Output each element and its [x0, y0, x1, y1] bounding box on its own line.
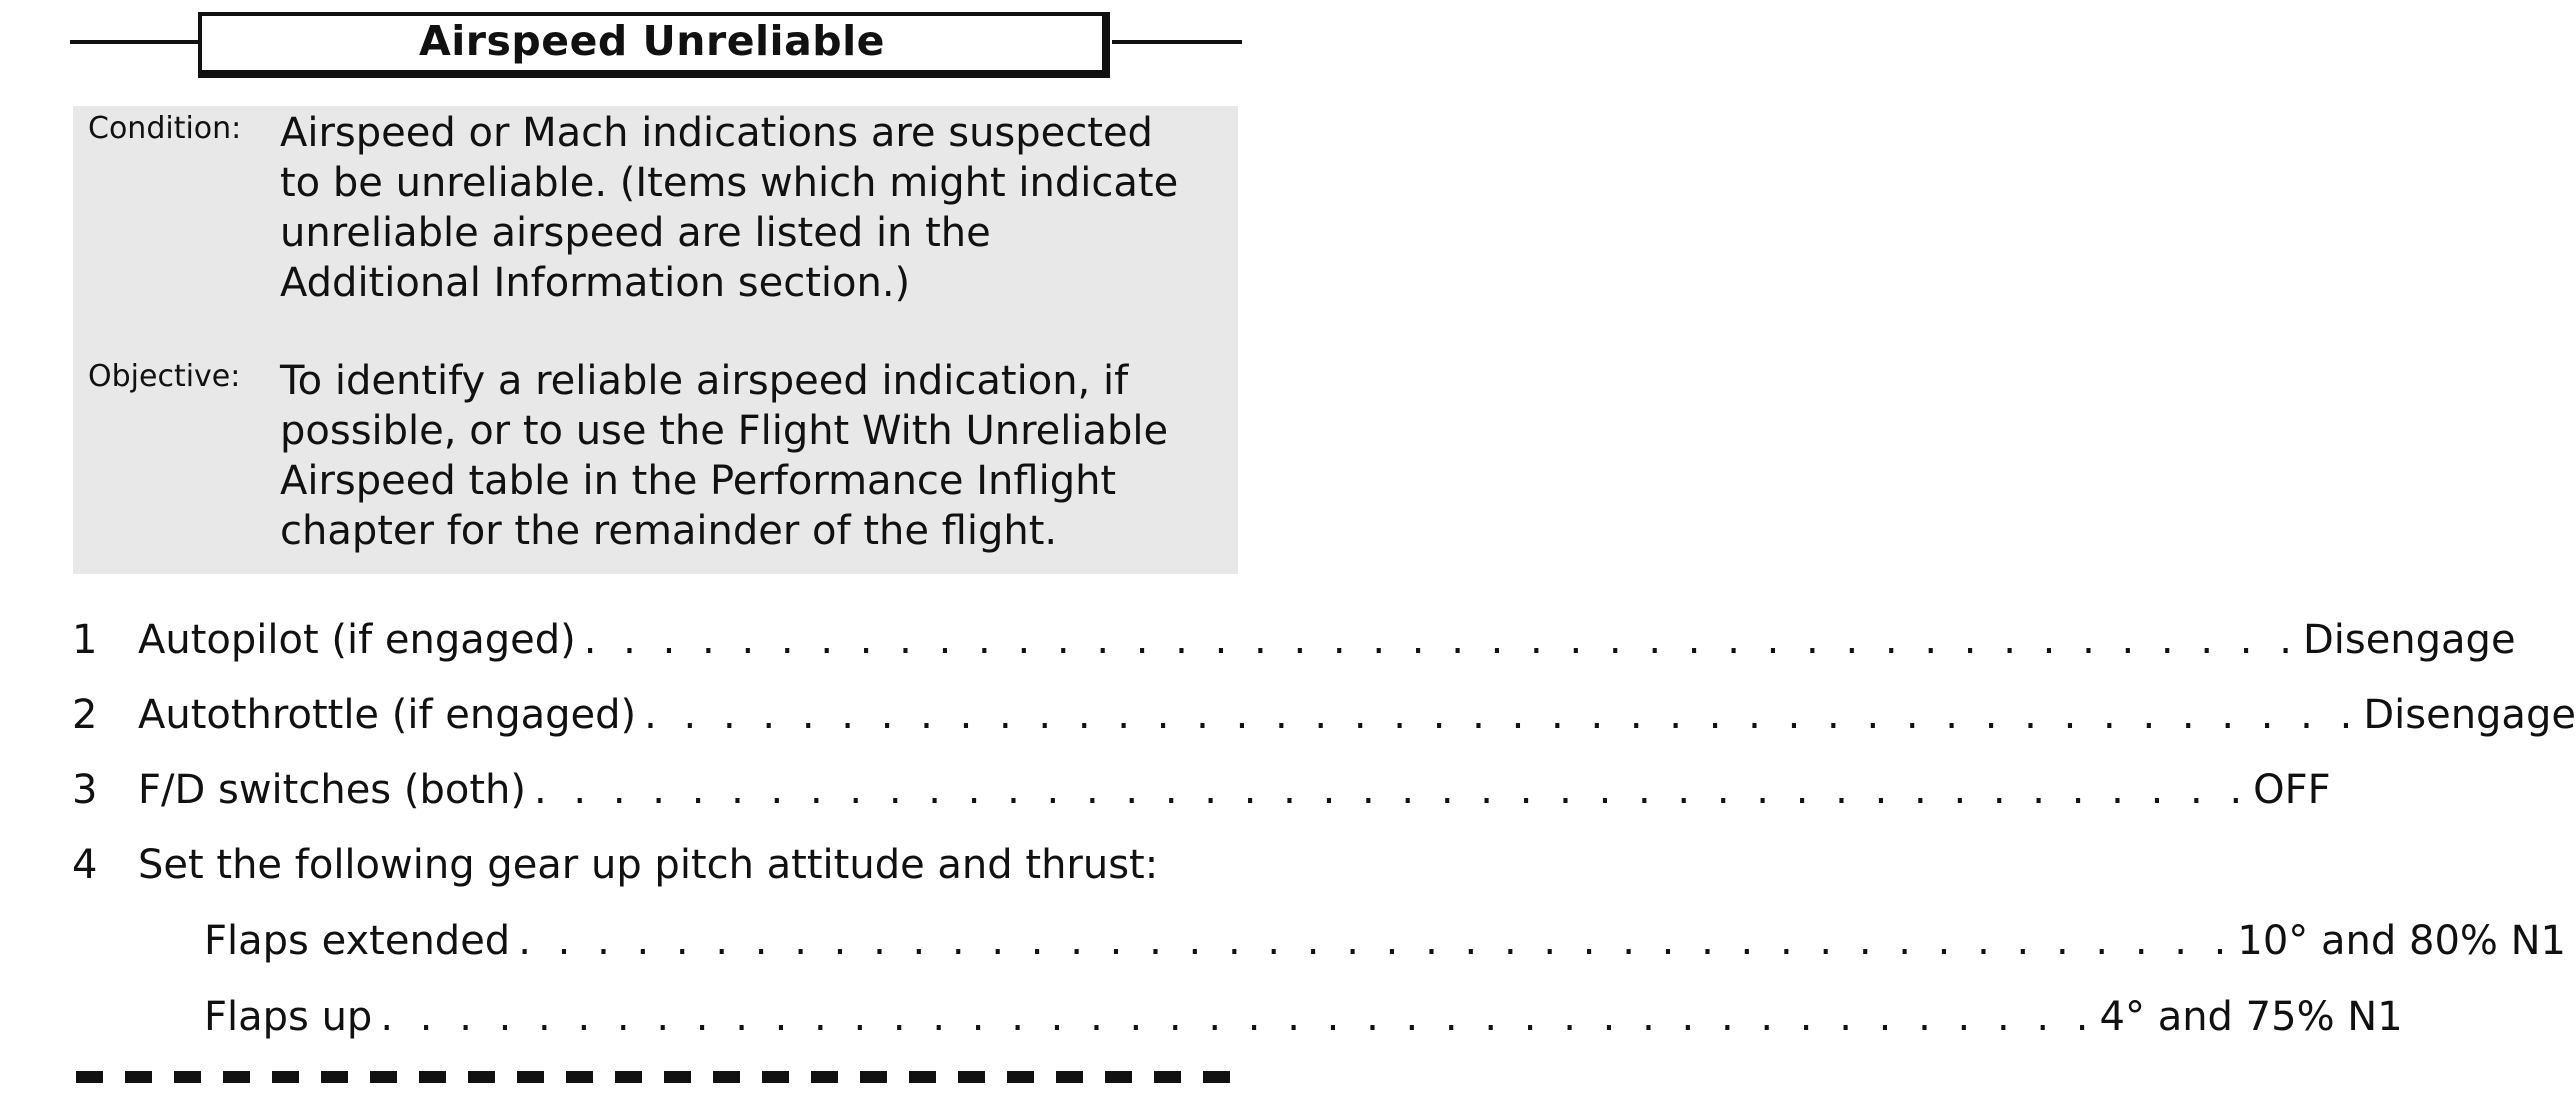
condition-label: Condition:	[88, 111, 242, 146]
dot-leader: . . . . . . . . . . . . . . . . . . . . . . . . . . . . . . . . . . . . . . . . . . . .	[518, 918, 2234, 964]
checklist-step-4	[72, 838, 1238, 892]
substep-action: 4° and 75% N1	[2099, 994, 2403, 1040]
checklist-step-3	[72, 763, 2331, 817]
dot-leader: . . . . . . . . . . . . . . . . . . . . . . . . . . . . . . . . . . . . . . . . . . . .	[380, 994, 2096, 1040]
checklist-step-1	[72, 613, 2516, 667]
title-rule-right	[1112, 40, 1242, 44]
checklist-title: Airspeed Unreliable	[419, 16, 885, 65]
substep-item: Flaps up	[204, 994, 373, 1040]
substep-action: 10° and 80% N1	[2237, 918, 2566, 964]
condition-text: Airspeed or Mach indications are suspected to be unreliable. (Items which might indicate unreliable airspeed are listed in the Additional Information section.)	[280, 110, 1179, 306]
substep-item: Flaps extended	[204, 918, 511, 964]
checklist-title-box	[198, 12, 1110, 78]
step-item: Autothrottle (if engaged)	[138, 692, 637, 738]
step-item: Set the following gear up pitch attitude and thrust:	[138, 842, 1159, 888]
step-action: OFF	[2253, 767, 2331, 813]
step-action: Disengage	[2363, 692, 2576, 738]
step-item: F/D switches (both)	[138, 767, 526, 813]
checklist-step-2	[72, 688, 2576, 742]
objective-text: To identify a reliable airspeed indication, if possible, or to use the Flight With Unreliable Airspeed table in the Performance Inflight chapter for the remainder of the flight.	[280, 358, 1169, 554]
dot-leader: . . . . . . . . . . . . . . . . . . . . . . . . . . . . . . . . . . . . . . . . . . . .	[533, 767, 2250, 813]
objective-label: Objective:	[88, 359, 241, 394]
step-number: 3	[72, 767, 98, 813]
checklist-substep-flaps-extended	[204, 914, 2566, 968]
step-number: 2	[72, 692, 98, 738]
step-item: Autopilot (if engaged)	[138, 617, 576, 663]
checklist-substep-flaps-up	[204, 990, 2403, 1044]
dot-leader: . . . . . . . . . . . . . . . . . . . . . . . . . . . . . . . . . . . . . . . . . . . .	[583, 617, 2299, 663]
checklist-end-dashed-rule	[76, 1071, 1238, 1083]
step-number: 1	[72, 617, 98, 663]
dot-leader: . . . . . . . . . . . . . . . . . . . . . . . . . . . . . . . . . . . . . . . . . . . .	[644, 692, 2360, 738]
title-rule-left	[70, 40, 202, 44]
step-action: Disengage	[2302, 617, 2516, 663]
step-number: 4	[72, 842, 98, 888]
